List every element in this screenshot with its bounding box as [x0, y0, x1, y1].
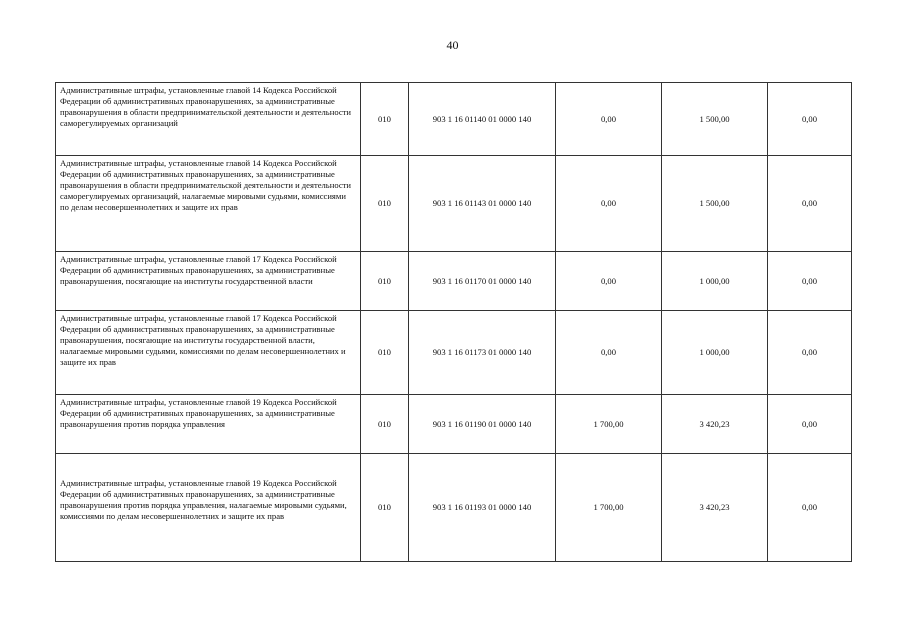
budget-classification-code-cell: 903 1 16 01170 01 0000 140	[409, 252, 556, 311]
line-code-cell: 010	[361, 252, 409, 311]
table-row	[56, 83, 852, 156]
amount-cell-3: 0,00	[768, 311, 852, 395]
amount-cell-1: 0,00	[556, 252, 662, 311]
amount-cell-2: 3 420,23	[662, 395, 768, 454]
income-name-cell: Административные штрафы, установленные главой 19 Кодекса Российской Федерации об административных правонарушениях, за административные правонарушения против порядка управления, налагаемые мировыми судьями, комиссиями по делам несовершеннолетних и защите их прав	[56, 454, 361, 562]
amount-cell-3: 0,00	[768, 252, 852, 311]
table-row	[56, 395, 852, 454]
amount-cell-1: 0,00	[556, 311, 662, 395]
budget-classification-code-cell: 903 1 16 01140 01 0000 140	[409, 83, 556, 156]
page-number: 40	[446, 38, 459, 52]
amount-cell-1: 0,00	[556, 83, 662, 156]
line-code-cell: 010	[361, 395, 409, 454]
line-code-cell: 010	[361, 156, 409, 252]
amount-cell-1: 1 700,00	[556, 395, 662, 454]
line-code-cell: 010	[361, 454, 409, 562]
table-row	[56, 252, 852, 311]
income-name-cell: Административные штрафы, установленные главой 14 Кодекса Российской Федерации об административных правонарушениях, за административные правонарушения в области предпринимательской деятельности и деятельности саморегулируемых организаций, налагаемые мировыми судьями, комиссиями по делам несовершеннолетних и защите их прав	[56, 156, 361, 252]
table-row	[56, 156, 852, 252]
income-name-cell: Административные штрафы, установленные главой 17 Кодекса Российской Федерации об административных правонарушениях, за административные правонарушения, посягающие на институты государственной власти	[56, 252, 361, 311]
amount-cell-2: 1 000,00	[662, 311, 768, 395]
income-report-table	[55, 82, 852, 562]
income-name-cell: Административные штрафы, установленные главой 17 Кодекса Российской Федерации об административных правонарушениях, за административные правонарушения, посягающие на институты государственной власти, налагаемые мировыми судьями, комиссиями по делам несовершеннолетних и защите их прав	[56, 311, 361, 395]
table-row	[56, 311, 852, 395]
amount-cell-3: 0,00	[768, 83, 852, 156]
amount-cell-1: 0,00	[556, 156, 662, 252]
income-name-cell: Административные штрафы, установленные главой 14 Кодекса Российской Федерации об административных правонарушениях, за административные правонарушения в области предпринимательской деятельности и деятельности саморегулируемых организаций	[56, 83, 361, 156]
amount-cell-3: 0,00	[768, 454, 852, 562]
budget-classification-code-cell: 903 1 16 01193 01 0000 140	[409, 454, 556, 562]
amount-cell-2: 1 500,00	[662, 83, 768, 156]
amount-cell-3: 0,00	[768, 156, 852, 252]
line-code-cell: 010	[361, 83, 409, 156]
table-row	[56, 454, 852, 562]
amount-cell-2: 1 000,00	[662, 252, 768, 311]
line-code-cell: 010	[361, 311, 409, 395]
amount-cell-2: 3 420,23	[662, 454, 768, 562]
budget-classification-code-cell: 903 1 16 01143 01 0000 140	[409, 156, 556, 252]
budget-classification-code-cell: 903 1 16 01173 01 0000 140	[409, 311, 556, 395]
income-name-cell: Административные штрафы, установленные главой 19 Кодекса Российской Федерации об административных правонарушениях, за административные правонарушения против порядка управления	[56, 395, 361, 454]
amount-cell-2: 1 500,00	[662, 156, 768, 252]
amount-cell-3: 0,00	[768, 395, 852, 454]
budget-classification-code-cell: 903 1 16 01190 01 0000 140	[409, 395, 556, 454]
amount-cell-1: 1 700,00	[556, 454, 662, 562]
